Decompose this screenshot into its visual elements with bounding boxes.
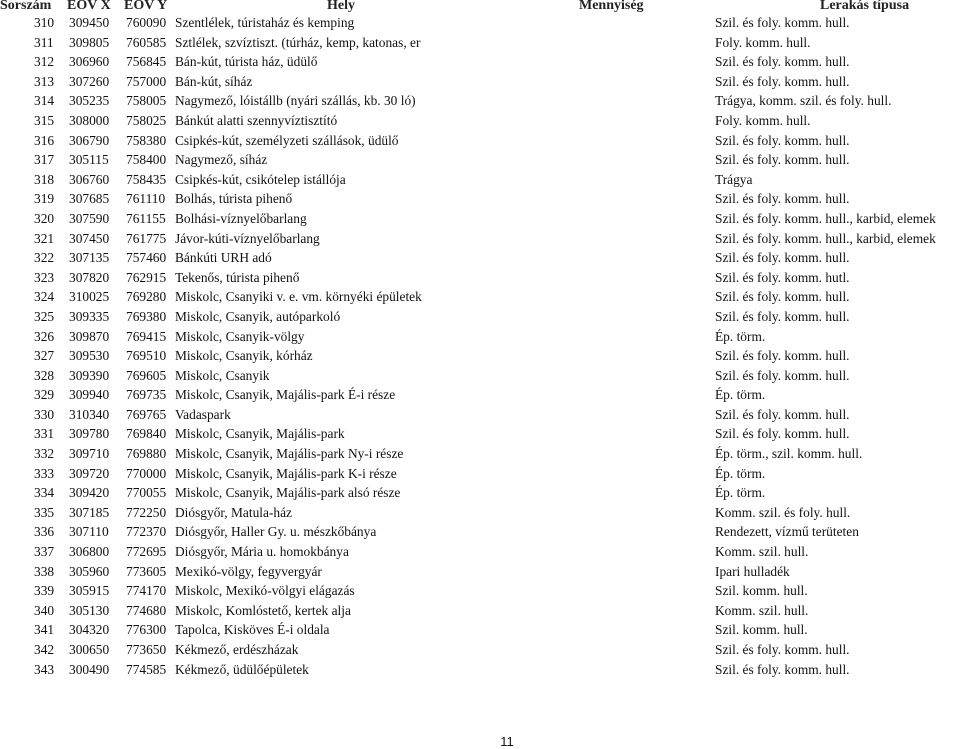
eov-x-cell: 309805 bbox=[69, 34, 110, 50]
eov-x-cell: 306790 bbox=[69, 132, 110, 148]
header-lerakas-tipusa: Lerakás típusa bbox=[820, 0, 910, 13]
table-row bbox=[0, 581, 960, 601]
table-row bbox=[0, 307, 960, 327]
eov-x-cell: 309720 bbox=[69, 465, 110, 481]
header-mennyiseg: Mennyiség bbox=[579, 0, 644, 13]
disposal-type-cell: Szil. és foly. komm. hull. bbox=[715, 191, 850, 207]
eov-y-cell: 769840 bbox=[126, 426, 167, 442]
page-number bbox=[0, 734, 960, 749]
place-cell: Csipkés-kút, csikótelep istállója bbox=[175, 171, 346, 187]
table-row bbox=[0, 209, 960, 229]
place-cell: Miskolc, Csanyik, Majális-park É-i része bbox=[175, 387, 396, 403]
row-number: 337 bbox=[34, 544, 55, 560]
disposal-type-cell: Ép. törm., szil. komm. hull. bbox=[715, 446, 863, 462]
row-number: 319 bbox=[34, 191, 55, 207]
eov-y-cell: 769415 bbox=[126, 328, 167, 344]
disposal-type-cell: Szil. és foly. komm. hull. bbox=[715, 661, 850, 677]
disposal-type-cell: Szil. és foly. komm. hull. bbox=[715, 73, 850, 89]
eov-y-cell: 772695 bbox=[126, 544, 167, 560]
disposal-type-cell: Ép. törm. bbox=[715, 387, 766, 403]
table-body bbox=[0, 13, 960, 679]
disposal-type-cell: Szil. komm. hull. bbox=[715, 583, 808, 599]
row-number: 327 bbox=[34, 348, 55, 364]
place-cell: Miskolc, Csanyik, Majális-park Ny-i része bbox=[175, 446, 404, 462]
table-row bbox=[0, 405, 960, 425]
eov-y-cell: 769765 bbox=[126, 406, 167, 422]
place-cell: Miskolc, Csanyiki v. e. vm. környéki épületek bbox=[175, 289, 422, 305]
eov-y-cell: 761155 bbox=[126, 210, 166, 226]
row-number: 336 bbox=[34, 524, 55, 540]
header-sorszam: Sorszám bbox=[0, 0, 52, 13]
eov-x-cell: 307135 bbox=[69, 250, 110, 266]
table-row bbox=[0, 483, 960, 503]
header-eov-x: EOV X bbox=[67, 0, 111, 13]
eov-y-cell: 769735 bbox=[126, 387, 167, 403]
disposal-type-cell: Trágya bbox=[715, 171, 753, 187]
eov-x-cell: 309780 bbox=[69, 426, 110, 442]
table-row bbox=[0, 444, 960, 464]
row-number: 338 bbox=[34, 563, 55, 579]
place-cell: Bán-kút, túrista ház, üdülő bbox=[175, 54, 318, 70]
row-number: 315 bbox=[34, 112, 55, 128]
disposal-type-cell: Szil. és foly. komm. hull. bbox=[715, 308, 850, 324]
disposal-type-cell: Ép. törm. bbox=[715, 328, 766, 344]
disposal-type-cell: Szil. és foly. komm. hull. bbox=[715, 250, 850, 266]
eov-y-cell: 761110 bbox=[126, 191, 166, 207]
eov-y-cell: 761775 bbox=[126, 230, 167, 246]
row-number: 324 bbox=[34, 289, 55, 305]
place-cell: Bolhás, túrista pihenő bbox=[175, 191, 293, 207]
place-cell: Jávor-kúti-víznyelőbarlang bbox=[175, 230, 320, 246]
disposal-type-cell: Szil. és foly. komm. hull. bbox=[715, 348, 850, 364]
place-cell: Diósgyőr, Matula-ház bbox=[175, 504, 292, 520]
eov-y-cell: 774585 bbox=[126, 661, 167, 677]
eov-y-cell: 758025 bbox=[126, 112, 167, 128]
table-row bbox=[0, 33, 960, 53]
eov-y-cell: 772250 bbox=[126, 504, 167, 520]
row-number: 321 bbox=[34, 230, 55, 246]
eov-y-cell: 758400 bbox=[126, 152, 167, 168]
row-number: 328 bbox=[34, 367, 55, 383]
place-cell: Vadaspark bbox=[175, 406, 231, 422]
place-cell: Bánkúti URH adó bbox=[175, 250, 272, 266]
disposal-type-cell: Szil. és foly. komm. hull. bbox=[715, 54, 850, 70]
row-number: 332 bbox=[34, 446, 55, 462]
eov-x-cell: 309450 bbox=[69, 15, 110, 30]
table-row bbox=[0, 287, 960, 307]
table-row bbox=[0, 424, 960, 444]
row-number: 310 bbox=[34, 15, 55, 30]
eov-x-cell: 307590 bbox=[69, 210, 110, 226]
row-number: 317 bbox=[34, 152, 55, 168]
row-number: 342 bbox=[34, 642, 55, 657]
disposal-type-cell: Ipari hulladék bbox=[715, 563, 790, 579]
row-number: 318 bbox=[34, 171, 55, 187]
table-header bbox=[0, 0, 960, 14]
eov-y-cell: 772370 bbox=[126, 524, 167, 540]
eov-x-cell: 310025 bbox=[69, 289, 110, 305]
eov-x-cell: 305235 bbox=[69, 93, 110, 109]
place-cell: Sztlélek, szvíztiszt. (túrház, kemp, katonas, er bbox=[175, 34, 421, 50]
place-cell: Kékmező, üdülőépületek bbox=[175, 661, 309, 677]
eov-x-cell: 307260 bbox=[69, 73, 110, 89]
place-cell: Miskolc, Csanyik, autóparkoló bbox=[175, 308, 341, 324]
table-row bbox=[0, 346, 960, 366]
eov-x-cell: 309530 bbox=[69, 348, 110, 364]
eov-x-cell: 305915 bbox=[69, 583, 110, 599]
header-hely: Hely bbox=[327, 0, 355, 13]
eov-x-cell: 300650 bbox=[69, 642, 110, 657]
disposal-type-cell: Komm. szil. hull. bbox=[715, 544, 809, 560]
place-cell: Miskolc, Csanyik, kórház bbox=[175, 348, 313, 364]
eov-x-cell: 308000 bbox=[69, 112, 110, 128]
table-row bbox=[0, 542, 960, 562]
disposal-type-cell: Szil. és foly. komm. hull. bbox=[715, 642, 850, 657]
place-cell: Tapolca, Kisköves É-i oldala bbox=[175, 622, 330, 638]
place-cell: Mexikó-völgy, fegyvergyár bbox=[175, 563, 322, 579]
place-cell: Diósgyőr, Mária u. homokbánya bbox=[175, 544, 349, 560]
eov-y-cell: 756845 bbox=[126, 54, 167, 70]
eov-x-cell: 309420 bbox=[69, 485, 110, 501]
row-number: 323 bbox=[34, 269, 55, 285]
eov-x-cell: 305130 bbox=[69, 602, 110, 618]
eov-y-cell: 769605 bbox=[126, 367, 167, 383]
disposal-type-cell: Szil. és foly. komm. hull. bbox=[715, 152, 850, 168]
eov-y-cell: 774170 bbox=[126, 583, 167, 599]
place-cell: Kékmező, erdészházak bbox=[175, 642, 299, 657]
eov-x-cell: 304320 bbox=[69, 622, 110, 638]
eov-y-cell: 762915 bbox=[126, 269, 167, 285]
table-row bbox=[0, 562, 960, 582]
disposal-type-cell: Szil. és foly. komm. hull. bbox=[715, 406, 850, 422]
eov-y-cell: 760585 bbox=[126, 34, 167, 50]
eov-y-cell: 757000 bbox=[126, 73, 167, 89]
eov-x-cell: 306760 bbox=[69, 171, 110, 187]
eov-x-cell: 309710 bbox=[69, 446, 110, 462]
eov-x-cell: 305960 bbox=[69, 563, 110, 579]
place-cell: Bolhási-víznyelőbarlang bbox=[175, 210, 307, 226]
table-row bbox=[0, 268, 960, 288]
disposal-type-cell: Szil. és foly. komm. hull. bbox=[715, 132, 850, 148]
table-row bbox=[0, 522, 960, 542]
row-number: 340 bbox=[34, 602, 55, 618]
table-row bbox=[0, 327, 960, 347]
eov-y-cell: 758005 bbox=[126, 93, 167, 109]
place-cell: Diósgyőr, Haller Gy. u. mészkőbánya bbox=[175, 524, 377, 540]
eov-x-cell: 309870 bbox=[69, 328, 110, 344]
disposal-type-cell: Rendezett, vízmű terüteten bbox=[715, 524, 859, 540]
disposal-type-cell: Ép. törm. bbox=[715, 465, 766, 481]
eov-x-cell: 307820 bbox=[69, 269, 110, 285]
table-row bbox=[0, 366, 960, 386]
table-row bbox=[0, 189, 960, 209]
disposal-type-cell: Ép. törm. bbox=[715, 485, 766, 501]
row-number: 311 bbox=[34, 34, 54, 50]
disposal-type-cell: Foly. komm. hull. bbox=[715, 112, 811, 128]
eov-y-cell: 774680 bbox=[126, 602, 167, 618]
eov-x-cell: 307685 bbox=[69, 191, 110, 207]
disposal-type-cell: Szil. és foly. komm. hutl. bbox=[715, 269, 850, 285]
table-row bbox=[0, 150, 960, 170]
table-row bbox=[0, 640, 960, 660]
eov-y-cell: 758435 bbox=[126, 171, 167, 187]
table-row bbox=[0, 13, 960, 33]
eov-x-cell: 309335 bbox=[69, 308, 110, 324]
place-cell: Miskolc, Csanyik-völgy bbox=[175, 328, 305, 344]
disposal-type-cell: Szil. és foly. komm. hull., karbid, elemek bbox=[715, 210, 936, 226]
row-number: 330 bbox=[34, 406, 55, 422]
disposal-type-cell: Komm. szil. és foly. hull. bbox=[715, 504, 851, 520]
disposal-type-cell: Szil. és foly. komm. hull. bbox=[715, 289, 850, 305]
place-cell: Miskolc, Csanyik bbox=[175, 367, 270, 383]
eov-x-cell: 309940 bbox=[69, 387, 110, 403]
table-row bbox=[0, 111, 960, 131]
eov-x-cell: 300490 bbox=[69, 661, 110, 677]
place-cell: Bán-kút, síház bbox=[175, 73, 253, 89]
eov-x-cell: 309390 bbox=[69, 367, 110, 383]
table-row bbox=[0, 385, 960, 405]
row-number: 341 bbox=[34, 622, 55, 638]
table-row bbox=[0, 72, 960, 92]
place-cell: Csipkés-kút, személyzeti szállások, üdülő bbox=[175, 132, 399, 148]
row-number: 335 bbox=[34, 504, 55, 520]
eov-x-cell: 307185 bbox=[69, 504, 110, 520]
disposal-type-cell: Trágya, komm. szil. és foly. hull. bbox=[715, 93, 892, 109]
eov-y-cell: 769380 bbox=[126, 308, 167, 324]
row-number: 333 bbox=[34, 465, 55, 481]
place-cell: Miskolc, Csanyik, Majális-park K-i része bbox=[175, 465, 397, 481]
row-number: 339 bbox=[34, 583, 55, 599]
row-number: 312 bbox=[34, 54, 55, 70]
disposal-type-cell: Szil. és foly. komm. hull. bbox=[715, 15, 850, 30]
row-number: 322 bbox=[34, 250, 55, 266]
place-cell: Miskolc, Csanyik, Majális-park alsó része bbox=[175, 485, 401, 501]
eov-x-cell: 306800 bbox=[69, 544, 110, 560]
eov-y-cell: 770000 bbox=[126, 465, 167, 481]
place-cell: Miskolc, Komlóstető, kertek alja bbox=[175, 602, 351, 618]
row-number: 326 bbox=[34, 328, 55, 344]
table-row bbox=[0, 248, 960, 268]
eov-y-cell: 760090 bbox=[126, 15, 167, 30]
row-number: 320 bbox=[34, 210, 55, 226]
place-cell: Nagymező, síház bbox=[175, 152, 268, 168]
table-row bbox=[0, 229, 960, 249]
eov-y-cell: 758380 bbox=[126, 132, 167, 148]
eov-x-cell: 307450 bbox=[69, 230, 110, 246]
eov-y-cell: 776300 bbox=[126, 622, 167, 638]
row-number: 331 bbox=[34, 426, 55, 442]
eov-x-cell: 307110 bbox=[69, 524, 109, 540]
row-number: 313 bbox=[34, 73, 55, 89]
eov-x-cell: 310340 bbox=[69, 406, 110, 422]
eov-y-cell: 773650 bbox=[126, 642, 167, 657]
eov-y-cell: 757460 bbox=[126, 250, 167, 266]
row-number: 343 bbox=[34, 661, 55, 677]
row-number: 314 bbox=[34, 93, 55, 109]
table-row bbox=[0, 601, 960, 621]
page-number-text: 11 bbox=[500, 734, 514, 749]
disposal-type-cell: Szil. és foly. komm. hull. bbox=[715, 426, 850, 442]
eov-y-cell: 769510 bbox=[126, 348, 167, 364]
eov-y-cell: 769880 bbox=[126, 446, 167, 462]
table-row bbox=[0, 464, 960, 484]
place-cell: Miskolc, Csanyik, Majális-park bbox=[175, 426, 345, 442]
table-row bbox=[0, 503, 960, 523]
row-number: 316 bbox=[34, 132, 55, 148]
row-number: 334 bbox=[34, 485, 55, 501]
eov-y-cell: 773605 bbox=[126, 563, 167, 579]
table-row bbox=[0, 170, 960, 190]
table-row bbox=[0, 620, 960, 640]
table-row bbox=[0, 91, 960, 111]
place-cell: Tekenős, túrista pihenő bbox=[175, 269, 300, 285]
disposal-type-cell: Szil. és foly. komm. hull., karbid, elemek bbox=[715, 230, 936, 246]
place-cell: Bánkút alatti szennyvíztisztító bbox=[175, 112, 338, 128]
table-row bbox=[0, 660, 960, 680]
eov-y-cell: 769280 bbox=[126, 289, 167, 305]
table-row bbox=[0, 131, 960, 151]
eov-y-cell: 770055 bbox=[126, 485, 167, 501]
disposal-type-cell: Foly. komm. hull. bbox=[715, 34, 811, 50]
row-number: 329 bbox=[34, 387, 55, 403]
disposal-type-cell: Szil. és foly. komm. hull. bbox=[715, 367, 850, 383]
place-cell: Nagymező, lóistállb (nyári szállás, kb. 30 ló) bbox=[175, 93, 416, 109]
place-cell: Miskolc, Mexikó-völgyi elágazás bbox=[175, 583, 355, 599]
eov-x-cell: 305115 bbox=[69, 152, 109, 168]
place-cell: Szentlélek, túristaház és kemping bbox=[175, 15, 355, 30]
eov-x-cell: 306960 bbox=[69, 54, 110, 70]
row-number: 325 bbox=[34, 308, 55, 324]
disposal-type-cell: Szil. komm. hull. bbox=[715, 622, 808, 638]
header-eov-y: EOV Y bbox=[124, 0, 168, 13]
disposal-type-cell: Komm. szil. hull. bbox=[715, 602, 809, 618]
table-row bbox=[0, 52, 960, 72]
